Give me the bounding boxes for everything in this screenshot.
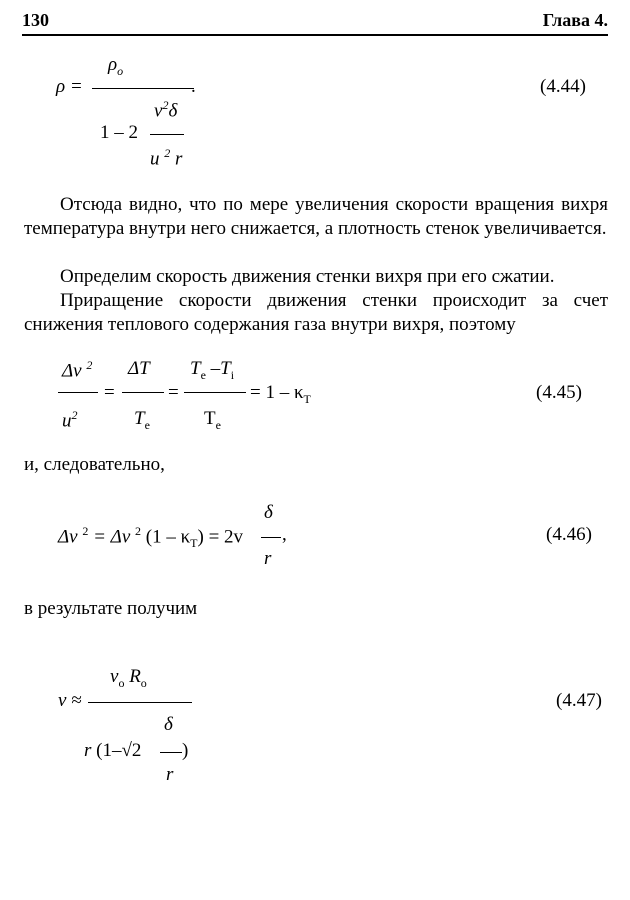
eq445-Te-den [204,408,221,433]
v-sup: 2 [162,98,169,112]
rho: ρ [108,54,118,75]
v: v [110,666,119,687]
eq445-eq1: = [104,382,115,403]
page-number: 130 [22,10,49,30]
T: T [204,408,216,429]
eq445-num [190,358,234,383]
lhs-sup: 2 [82,524,89,538]
eq446-r: r [264,548,272,569]
u: u [150,148,160,170]
eq447-close: ) [182,740,189,761]
minus: – [210,358,221,379]
dv: Δv [62,360,82,382]
eq445-rhs [250,382,311,407]
Te-num-sub: e [200,367,206,382]
u: u [62,410,72,432]
paren: (1– [96,740,122,761]
rhs-sub: T [303,391,311,406]
eq446-number: (4.46) [546,524,592,545]
sqrt: √2 [121,740,142,761]
paragraph-1 [24,193,608,241]
paragraph-2 [24,265,608,289]
paragraph-1-text: Отсюда видно, что по мере увеличения скорости вращения вихря температура внутри него снижается, а плотность стенок увеличивается. [24,194,608,239]
eq446-bar [261,537,281,538]
T: T [190,358,201,379]
eq445-number: (4.45) [536,382,582,403]
eq445-eq2: = [168,382,179,403]
paragraph-4: и, следовательно, [24,454,165,475]
eq447-delta: δ [164,714,173,735]
eq447-num [110,666,147,691]
mid: = Δv [93,526,131,548]
T: T [220,358,231,379]
r: r [84,740,92,761]
eq447-bar [88,702,192,703]
eq444-fraction-bar [92,88,194,89]
eq444-numerator [108,54,123,79]
eq447-inner-bar [160,752,182,753]
v: v [154,100,163,122]
R-sub: o [140,675,147,690]
rhs: ) = 2v [197,526,244,548]
eq445-u [62,408,78,432]
eq447-number: (4.47) [556,690,602,711]
u-sup: 2 [71,408,78,422]
rhs: = 1 – κ [250,382,304,403]
eq447-r-bottom: r [166,764,174,785]
lhs: Δv [58,526,78,548]
u-sup: 2 [164,146,171,160]
paren: (1 – κ [145,526,191,548]
paragraph-2-text: Определим скорость движения стенки вихря при его сжатии. [60,266,555,287]
R: R [129,666,141,687]
T: T [134,408,145,429]
mid-sup: 2 [135,524,141,538]
eq444-dot: . [191,76,196,97]
delta: δ [168,100,178,122]
Ti-sub: i [230,367,235,382]
dv-sup: 2 [86,358,93,372]
eq445-dv [62,358,92,382]
eq447-lhs: v ≈ [58,690,82,711]
eq446-comma: , [282,524,287,545]
paragraph-3-text: Приращение скорости движения стенки происходит за счет снижения теплового содержания газа внутри вихря, поэтому [24,290,608,335]
eq447-den [84,740,141,762]
paragraph-3 [24,289,608,337]
eq445-Te [134,408,150,433]
paragraph-5: в результате получим [24,598,198,619]
eq446-delta: δ [264,502,273,523]
eq444-den-one-minus: 1 – 2 [100,122,138,143]
eq445-bar-3 [184,392,246,393]
eq444-den-num [154,98,177,122]
r: r [175,148,183,170]
eq444-lhs: ρ = [56,76,83,97]
eq446-body [58,524,243,551]
eq445-bar-2 [122,392,164,393]
Te-den-sub: e [215,417,221,432]
eq445-bar-1 [58,392,98,393]
rho-sub: o [117,63,124,78]
eq445-dT: ΔT [128,358,150,379]
paren-sub: T [190,536,198,551]
v-sub: o [118,675,125,690]
chapter-title: Глава 4. [542,10,608,30]
eq444-inner-fraction-bar [150,134,184,135]
eq444-number: (4.44) [540,76,586,97]
header-rule [22,34,608,36]
Te-sub: e [144,417,150,432]
eq444-den-den [150,146,182,170]
